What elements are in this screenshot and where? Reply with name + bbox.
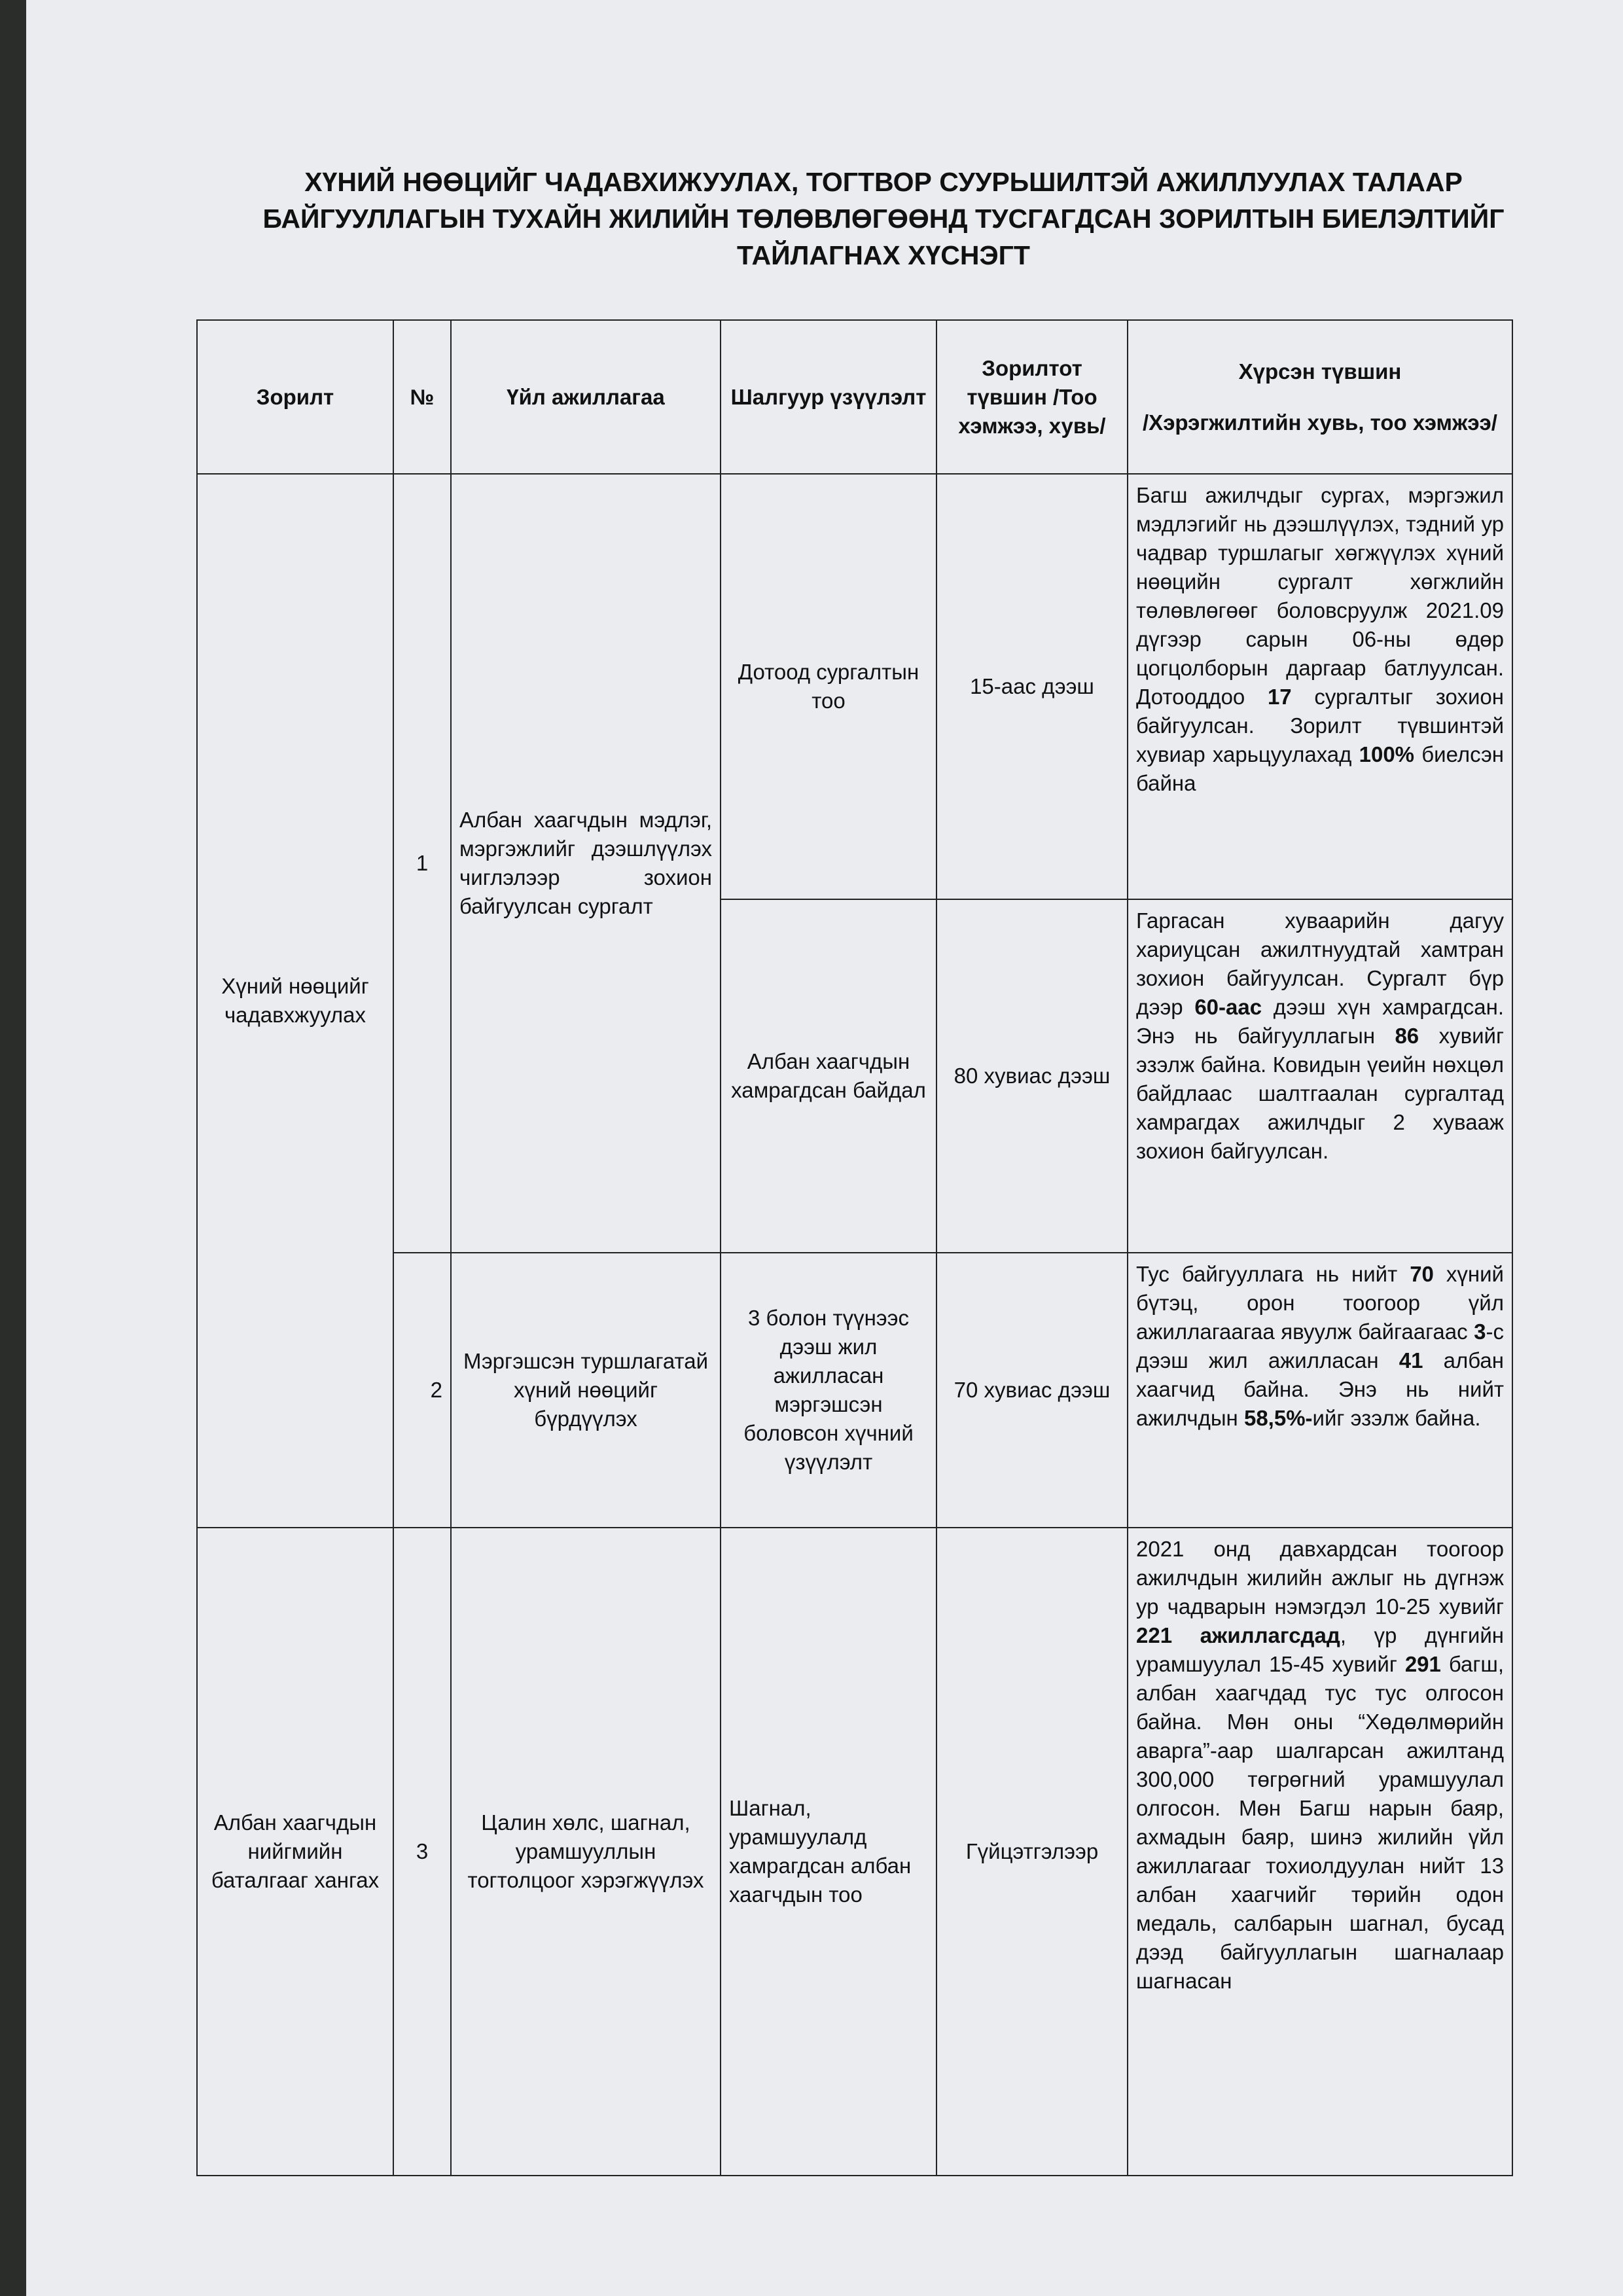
header-achieved-line2: /Хэрэгжилтийн хувь, тоо хэмжээ/: [1143, 410, 1497, 435]
activity-cell-1: Албан хаагчдын мэдлэг, мэргэжлийг дээшлүүлэх чиглэлээр зохион байгуулсан сургалт: [451, 474, 721, 1253]
goal-cell-2: Албан хаагчдын нийгмийн баталгааг хангах: [197, 1528, 393, 2176]
achieved-text: Багш ажилчдыг сургах, мэргэжил мэдлэгийг нь дээшлүүлэх, тэдний ур чадвар туршлагыг хөгжүүлэх хүний нөөцийн сургалт хөгжлийн төлөвлөгөөг боловсруулж 2021.09 дүгээр сарын 06-ны өдөр цогцолборын даргаар батлуулсан. Дотооддоо: [1136, 483, 1504, 709]
achieved-text: Тус байгууллага нь нийт: [1136, 1262, 1398, 1286]
achieved-cell-3: [1128, 1528, 1512, 2176]
achieved-number: 3: [1474, 1319, 1486, 1344]
row-number-1: 1: [393, 474, 451, 1253]
achieved-number: 60-аас: [1194, 995, 1262, 1019]
achieved-text: 2021 онд давхардсан тоогоор ажилчдын жилийн ажлыг нь дүгнэж ур чадварын нэмэгдэл 10-25 хувийг: [1136, 1537, 1504, 1619]
activity-cell-3: Цалин хөлс, шагнал, урамшууллын тогтолцоог хэрэгжүүлэх: [451, 1528, 721, 2176]
header-criterion: Шалгуур үзүүлэлт: [721, 320, 936, 474]
achieved-text: ийг эзэлж байна.: [1312, 1406, 1481, 1430]
header-activity: Үйл ажиллагаа: [451, 320, 721, 474]
achieved-cell-1b: [1128, 899, 1512, 1253]
activity-cell-2: Мэргэшсэн туршлагатай хүний нөөцийг бүрдүүлэх: [451, 1253, 721, 1528]
table-row: [197, 474, 1512, 899]
achieved-number: 86: [1395, 1024, 1419, 1048]
criterion-cell-1b: Албан хаагчдын хамрагдсан байдал: [721, 899, 936, 1253]
achieved-number: 291: [1404, 1652, 1441, 1676]
table-header-row: [197, 320, 1512, 474]
achieved-text: сургалтыг зохион байгуулсан. Зорилт түвшинтэй хувиар харьцуулахад: [1136, 685, 1505, 766]
row-number-3: 3: [393, 1528, 451, 2176]
criterion-cell-2: 3 болон түүнээс дээш жил ажилласан мэргэшсэн боловсон хүчний үзүүлэлт: [721, 1253, 936, 1528]
criterion-cell-3: Шагнал, урамшуулалд хамрагдсан албан хаагчдын тоо: [721, 1528, 936, 2176]
criterion-cell-1: Дотоод сургалтын тоо: [721, 474, 936, 899]
page-title: ХҮНИЙ НӨӨЦИЙГ ЧАДАВХИЖУУЛАХ, ТОГТВОР СУУРЬШИЛТЭЙ АЖИЛЛУУЛАХ ТАЛААР БАЙГУУЛЛАГЫН ТУХАЙН ЖИЛИЙН ТӨЛӨВЛӨГӨӨНД ТУСГАГДСАН ЗОРИЛТЫН БИЕЛЭЛТИЙГ ТАЙЛАГНАХ ХҮСНЭГТ: [262, 167, 1505, 270]
report-table: [196, 319, 1513, 2176]
table-row: [197, 1528, 1512, 2176]
achieved-text: , үр дүнгийн урамшуулал 15-45 хувийг: [1136, 1623, 1504, 1676]
header-goal: Зорилт: [197, 320, 393, 474]
header-number: №: [393, 320, 451, 474]
achieved-text: Гаргасан хуваарийн дагуу хариуцсан ажилтнуудтай хамтран зохион байгуулсан. Сургалт бүр дээр: [1136, 908, 1504, 1019]
achieved-number: 41: [1399, 1348, 1423, 1372]
row-number-2: 2: [393, 1253, 451, 1528]
achieved-text: хүний бүтэц, орон тоогоор үйл ажиллагаагаа явуулж байгаагаас: [1136, 1262, 1504, 1344]
achieved-text: дээш хүн хамрагдсан. Энэ нь байгууллагын: [1136, 995, 1505, 1048]
achieved-text: биелсэн байна: [1136, 742, 1505, 795]
goal-cell-1: Хүний нөөцийг чадавхжуулах: [197, 474, 393, 1528]
achieved-text: багш, албан хаагчдад тус тус олгосон байна. Мөн оны “Хөдөлмөрийн аварга”-аар шалгарсан ажилтанд 300,000 төгрөгний урамшуулал олгосон. Мөн Багш нарын баяр, ахмадын баяр, шинэ жилийн үйл ажиллагааг тохиолдуулан нийт 13 албан хаагчийг төрийн одон медаль, салбарын шагнал, бусад дээд байгууллагын шагналаар шагнасан: [1136, 1652, 1505, 1993]
achieved-number: 70: [1410, 1262, 1434, 1286]
achieved-number: 58,5%-: [1243, 1406, 1313, 1430]
achieved-text: -с дээш жил ажилласан: [1136, 1319, 1504, 1372]
target-cell-1: 15-аас дээш: [936, 474, 1128, 899]
table-row: [197, 1253, 1512, 1528]
header-achieved-line1: Хүрсэн түвшин: [1238, 359, 1402, 384]
header-target: Зорилтот түвшин /Тоо хэмжээ, хувь/: [936, 320, 1128, 474]
target-cell-2: 70 хувиас дээш: [936, 1253, 1128, 1528]
achieved-cell-1: [1128, 474, 1512, 899]
target-cell-1b: 80 хувиас дээш: [936, 899, 1128, 1253]
achieved-number: 100%: [1359, 742, 1415, 766]
target-cell-3: Гүйцэтгэлээр: [936, 1528, 1128, 2176]
achieved-text: хувийг эзэлж байна. Ковидын үеийн нөхцөл байдлаас шалтгаалан сургалтад хамрагдах ажилчдыг 2 хувааж зохион байгуулсан.: [1136, 1024, 1504, 1163]
achieved-number: 17: [1267, 685, 1292, 709]
achieved-text: албан хаагчид байна. Энэ нь нийт ажилчдын: [1136, 1348, 1505, 1430]
achieved-cell-2: [1128, 1253, 1512, 1528]
header-achieved: [1128, 320, 1512, 474]
achieved-number: 221 ажиллагсдад: [1136, 1623, 1340, 1647]
